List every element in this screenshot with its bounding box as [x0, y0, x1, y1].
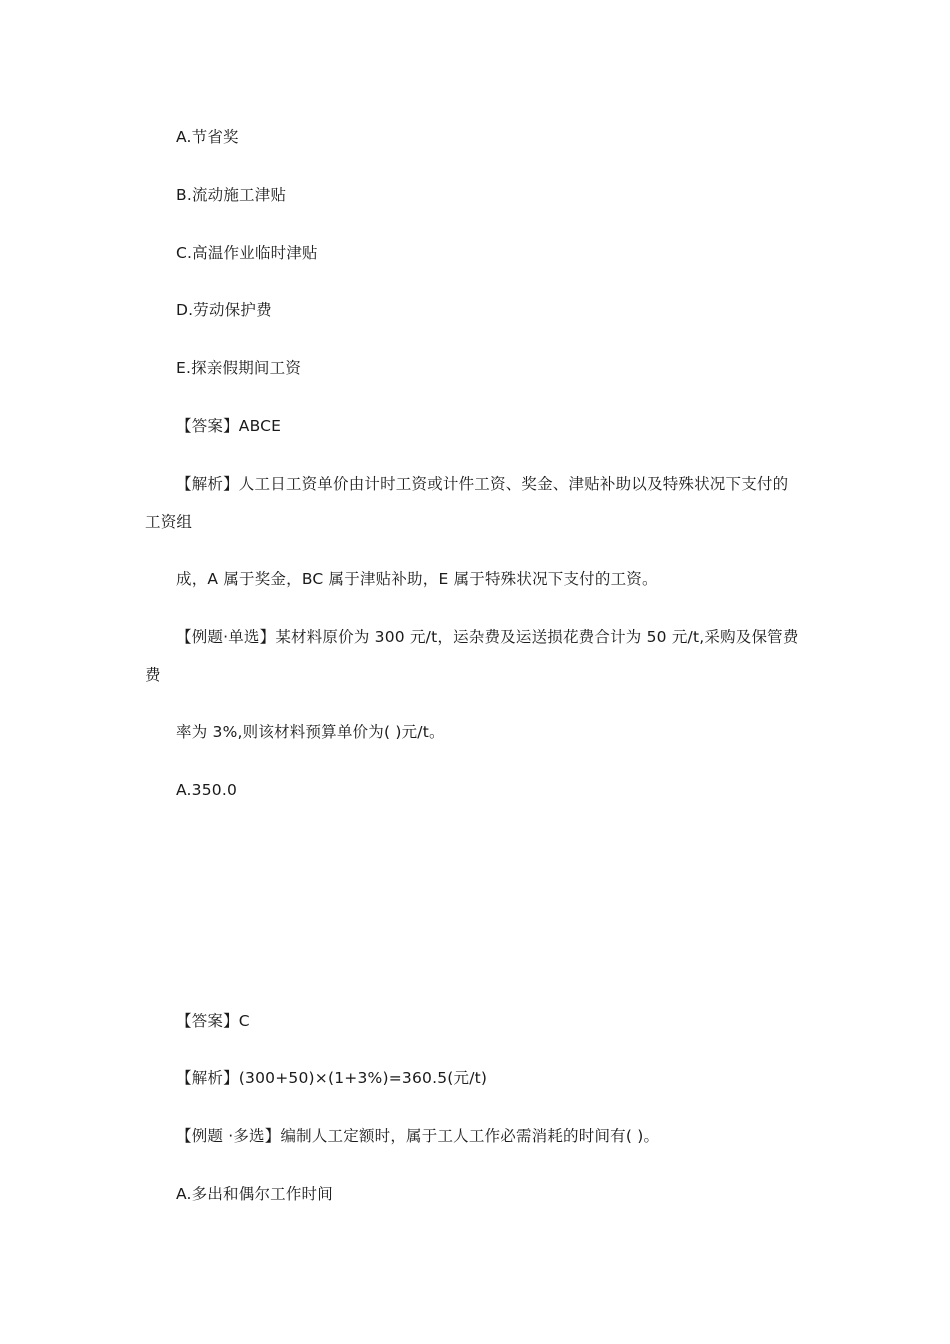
question-multiple-choice-line: 【例题 ·多选】编制人工定额时，属于工人工作必需消耗的时间有( )。 — [176, 1127, 660, 1145]
option-a-line-2: A.多出和偶尔工作时间 — [176, 1185, 333, 1203]
option-c-line: C.高温作业临时津贴 — [176, 244, 318, 262]
analysis-wrap-line: 工资组 — [145, 513, 193, 531]
question-wrap-line: 费 — [145, 666, 161, 684]
option-d-line: D.劳动保护费 — [176, 301, 272, 319]
answer-line-2: 【答案】C — [176, 1012, 250, 1030]
analysis-line-2: 【解析】(300+50)×(1+3%)=360.5(元/t) — [176, 1069, 488, 1087]
option-a-line: A.节省奖 — [176, 128, 239, 146]
option-a-value-line: A.350.0 — [176, 781, 238, 799]
analysis-continuation-line: 成，A 属于奖金，BC 属于津贴补助，E 属于特殊状况下支付的工资。 — [176, 570, 658, 588]
question-single-choice-line: 【例题·单选】某材料原价为 300 元/t，运杂费及运送损花费合计为 50 元/t,采购及保管费 — [176, 628, 799, 646]
option-e-line: E.探亲假期间工资 — [176, 359, 302, 377]
option-b-line: B.流动施工津贴 — [176, 186, 287, 204]
analysis-line: 【解析】人工日工资单价由计时工资或计件工资、奖金、津贴补助以及特殊状况下支付的 — [176, 475, 789, 493]
answer-line: 【答案】ABCE — [176, 417, 282, 435]
question-continuation-line: 率为 3%,则该材料预算单价为( )元/t。 — [176, 723, 445, 741]
